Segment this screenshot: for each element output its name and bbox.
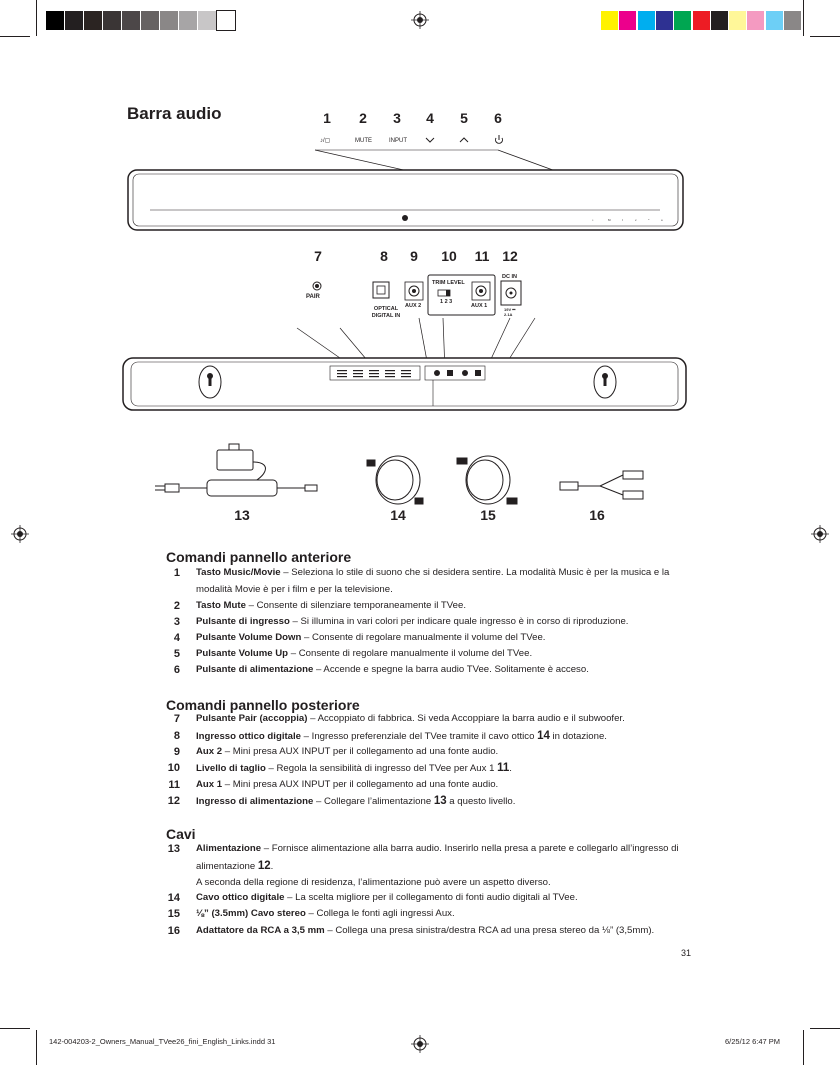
color-swatch — [638, 11, 655, 30]
color-swatch — [747, 11, 764, 30]
slug-filename: 142-004203-2_Owners_Manual_TVee26_fini_English_Links.indd 31 — [49, 1037, 276, 1046]
rear-callout-12: 12 — [502, 248, 518, 264]
power-supply-icon — [155, 444, 317, 496]
cable-callout-15: 15 — [480, 507, 496, 523]
gray-swatch — [46, 11, 64, 30]
mute-label: MUTE — [355, 138, 372, 144]
registration-mark-icon — [411, 1035, 429, 1053]
list-item: 1 Tasto Music/Movie – Seleziona lo stile di suono che si desidera sentire. La modalità Music è per la musica e la modalità Movie è per i film e per la televisione. — [173, 567, 670, 595]
input-label: INPUT — [389, 138, 407, 144]
crop-mark — [803, 0, 804, 36]
crop-mark — [0, 1028, 30, 1029]
color-swatch — [693, 11, 710, 30]
section-heading-front: Comandi pannello anteriore — [166, 549, 352, 565]
gray-swatch — [198, 11, 216, 30]
gray-swatch — [160, 11, 178, 30]
cables-illustration — [145, 440, 685, 510]
crop-mark — [810, 1028, 840, 1029]
volume-up-icon — [460, 138, 468, 142]
optical-label: OPTICAL DIGITAL IN — [371, 306, 401, 319]
crop-mark — [803, 1030, 804, 1065]
rear-callout-11: 11 — [474, 248, 490, 264]
svg-text:♪: ♪ — [592, 218, 594, 222]
cable-callout-13: 13 — [234, 507, 250, 523]
crop-mark — [36, 0, 37, 36]
music-movie-label: ♪/▢ — [320, 138, 331, 144]
slug-timestamp: 6/25/12 6:47 PM — [725, 1037, 781, 1046]
pair-label: PAIR — [306, 294, 320, 300]
stereo-cable-icon — [457, 456, 517, 504]
svg-text:v: v — [635, 218, 637, 222]
registration-mark-icon — [11, 525, 29, 543]
color-swatch — [656, 11, 673, 30]
page-title: Barra audio — [127, 104, 222, 123]
front-callout-1: 1 — [323, 110, 331, 126]
trim-steps-label: 1 2 3 — [440, 299, 453, 305]
volume-down-icon — [426, 138, 434, 142]
front-callout-4: 4 — [426, 110, 434, 126]
front-callout-2: 2 — [359, 110, 367, 126]
trim-level-label: TRIM LEVEL — [432, 280, 465, 286]
page-number: 31 — [681, 948, 692, 958]
front-callout-6: 6 — [494, 110, 502, 126]
list-item: 13 Alimentazione – Fornisce alimentazione alla barra audio. Inserirlo nella presa a parete e collegarlo all’ingresso di alimentazione 12. A seconda della regione di residenza, l’alimentazione può avere un aspetto diverso. — [167, 843, 679, 888]
color-swatch — [784, 11, 801, 30]
rear-callout-8: 8 — [380, 248, 388, 264]
rca-adapter-icon — [560, 471, 643, 499]
registration-mark-icon — [411, 11, 429, 29]
color-swatch — [674, 11, 691, 30]
gray-swatch — [84, 11, 102, 30]
color-swatch — [766, 11, 783, 30]
aux2-label: AUX 2 — [405, 303, 422, 309]
svg-text:M: M — [608, 218, 611, 222]
svg-text:o: o — [661, 218, 663, 222]
section-heading-cables: Cavi — [166, 826, 196, 842]
svg-text:I: I — [622, 218, 623, 222]
gray-swatch — [65, 11, 83, 30]
aux1-label: AUX 1 — [471, 303, 488, 309]
dc-spec-label: 19V ⎓ 2.1A — [504, 307, 516, 317]
optical-cable-icon — [367, 456, 423, 504]
color-swatch — [729, 11, 746, 30]
rear-callout-7: 7 — [314, 248, 322, 264]
rear-callout-10: 10 — [441, 248, 457, 264]
front-soundbar-illustration — [120, 130, 690, 235]
crop-mark — [36, 1030, 37, 1065]
gray-swatch — [141, 11, 159, 30]
color-swatch — [711, 11, 728, 30]
front-callout-3: 3 — [393, 110, 401, 126]
cable-callout-16: 16 — [589, 507, 605, 523]
svg-text:^: ^ — [648, 218, 650, 222]
gray-swatch — [179, 11, 197, 30]
color-swatch — [619, 11, 636, 30]
section-heading-rear: Comandi pannello posteriore — [166, 697, 360, 713]
color-swatch — [601, 11, 618, 30]
gray-swatch — [217, 11, 235, 30]
dc-in-label: DC IN — [502, 274, 517, 280]
rear-panel-illustration — [115, 270, 695, 415]
optical-port-icon — [373, 282, 389, 298]
registration-mark-icon — [811, 525, 829, 543]
gray-swatch — [103, 11, 121, 30]
front-callout-5: 5 — [460, 110, 468, 126]
rear-callout-9: 9 — [410, 248, 418, 264]
crop-mark — [0, 36, 30, 37]
cable-callout-14: 14 — [390, 507, 406, 523]
crop-mark — [810, 36, 840, 37]
gray-swatch — [122, 11, 140, 30]
power-icon — [496, 135, 503, 143]
